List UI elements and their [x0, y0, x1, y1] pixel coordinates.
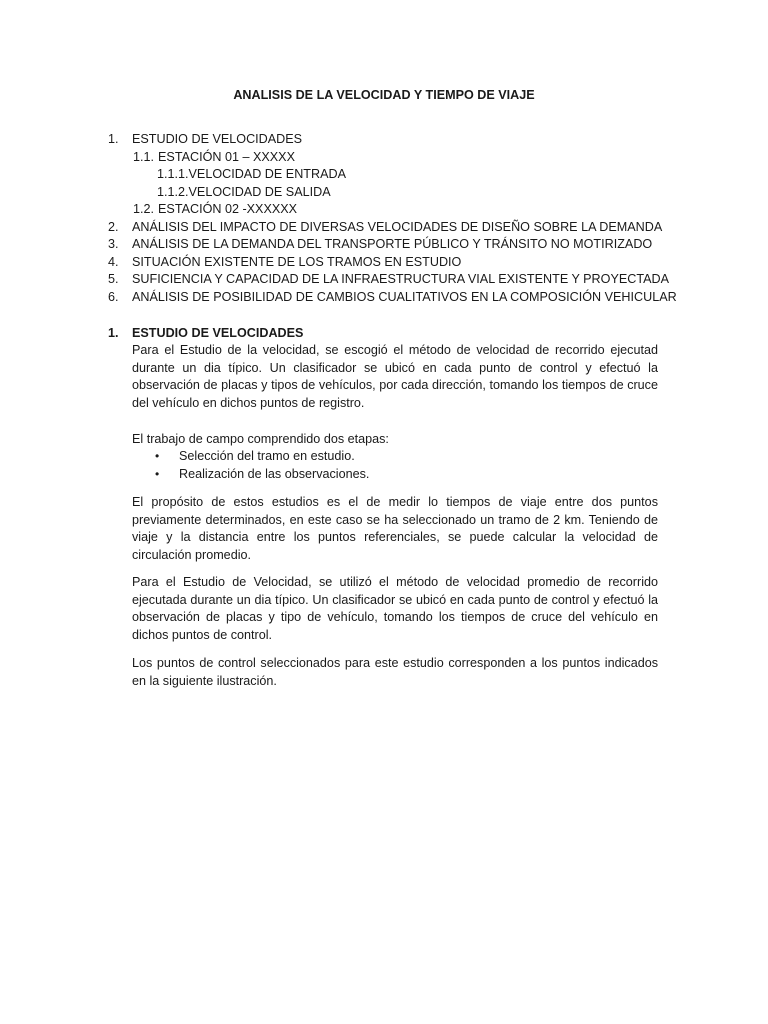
toc-item-label: ANÁLISIS DE LA DEMANDA DEL TRANSPORTE PÚBLICO Y TRÁNSITO NO MOTIRIZADO [132, 237, 653, 251]
toc-item-label: VELOCIDAD DE ENTRADA [188, 167, 346, 181]
toc-item-number: 1.1.1. [157, 167, 189, 181]
bullet-item-1 [155, 448, 355, 466]
bullet-item-2 [155, 466, 369, 484]
section-number: 1. [108, 326, 119, 340]
toc-item-1-1-2 [157, 184, 331, 202]
toc-item-number: 5. [108, 272, 119, 286]
bullet-text: Realización de las observaciones. [179, 467, 370, 481]
toc-item-number: 1.2. [133, 202, 155, 216]
paragraph-5: Los puntos de control seleccionados para este estudio corresponden a los puntos indicados en la siguiente ilustración. [132, 656, 658, 688]
section-heading [108, 325, 303, 343]
toc-item-number: 4. [108, 255, 119, 269]
toc-item-3 [108, 236, 652, 254]
paragraph-3: El propósito de estos estudios es el de medir lo tiempos de viaje entre dos puntos previamente determinados, en este caso se ha seleccionado un tramo de 2 km. Teniendo de viaje y la distancia entre los puntos referenciales, se puede calcular la velocidad de circulación promedio. [132, 495, 658, 562]
toc-item-number: 6. [108, 290, 119, 304]
toc-item-1-1-1 [157, 166, 346, 184]
paragraph-2: El trabajo de campo comprendido dos etapas: [132, 432, 389, 446]
toc-item-6 [108, 289, 677, 307]
toc-item-1 [108, 131, 302, 149]
toc-item-number: 1. [108, 132, 119, 146]
toc-item-label: SUFICIENCIA Y CAPACIDAD DE LA INFRAESTRUCTURA VIAL EXISTENTE Y PROYECTADA [132, 272, 669, 286]
toc-item-1-2 [133, 201, 297, 219]
toc-item-number: 1.1. [133, 150, 155, 164]
toc-item-2 [108, 219, 662, 237]
toc-item-label: ESTACIÓN 02 -XXXXXX [158, 202, 298, 216]
toc-item-label: ESTACIÓN 01 – XXXXX [158, 150, 295, 164]
toc-item-label: VELOCIDAD DE SALIDA [188, 185, 331, 199]
toc-item-label: ANÁLISIS DEL IMPACTO DE DIVERSAS VELOCIDADES DE DISEÑO SOBRE LA DEMANDA [132, 220, 663, 234]
section-title: ESTUDIO DE VELOCIDADES [132, 326, 304, 340]
document-title: ANALISIS DE LA VELOCIDAD Y TIEMPO DE VIAJE [233, 88, 535, 102]
toc-item-label: SITUACIÓN EXISTENTE DE LOS TRAMOS EN ESTUDIO [132, 255, 462, 269]
toc-item-1-1 [133, 149, 295, 167]
toc-item-number: 3. [108, 237, 119, 251]
bullet-icon: • [155, 467, 160, 481]
toc-item-label: ANÁLISIS DE POSIBILIDAD DE CAMBIOS CUALITATIVOS EN LA COMPOSICIÓN VEHICULAR [132, 290, 677, 304]
bullet-icon: • [155, 449, 160, 463]
toc-item-number: 1.1.2. [157, 185, 189, 199]
toc-item-4 [108, 254, 461, 272]
bullet-text: Selección del tramo en estudio. [179, 449, 355, 463]
paragraph-1: Para el Estudio de la velocidad, se escogió el método de velocidad de recorrido ejecutad durante un dia típico. Un clasificador se ubicó en cada punto de control y efectuó la observación de placas y tipos de vehículos, por cada dirección, tomando los tiempos de cruce del vehículo en dichos puntos de registro. [132, 343, 658, 410]
toc-item-number: 2. [108, 220, 119, 234]
toc-item-label: ESTUDIO DE VELOCIDADES [132, 132, 303, 146]
toc-item-5 [108, 271, 669, 289]
paragraph-4: Para el Estudio de Velocidad, se utilizó el método de velocidad promedio de recorrido ejecutada durante un dia típico. Un clasificador se ubicó en cada punto de control y efectuó la observación de placas y tipo de vehículo, tomando los tiempos de cruce del vehículo en dichos puntos de control. [132, 575, 658, 642]
